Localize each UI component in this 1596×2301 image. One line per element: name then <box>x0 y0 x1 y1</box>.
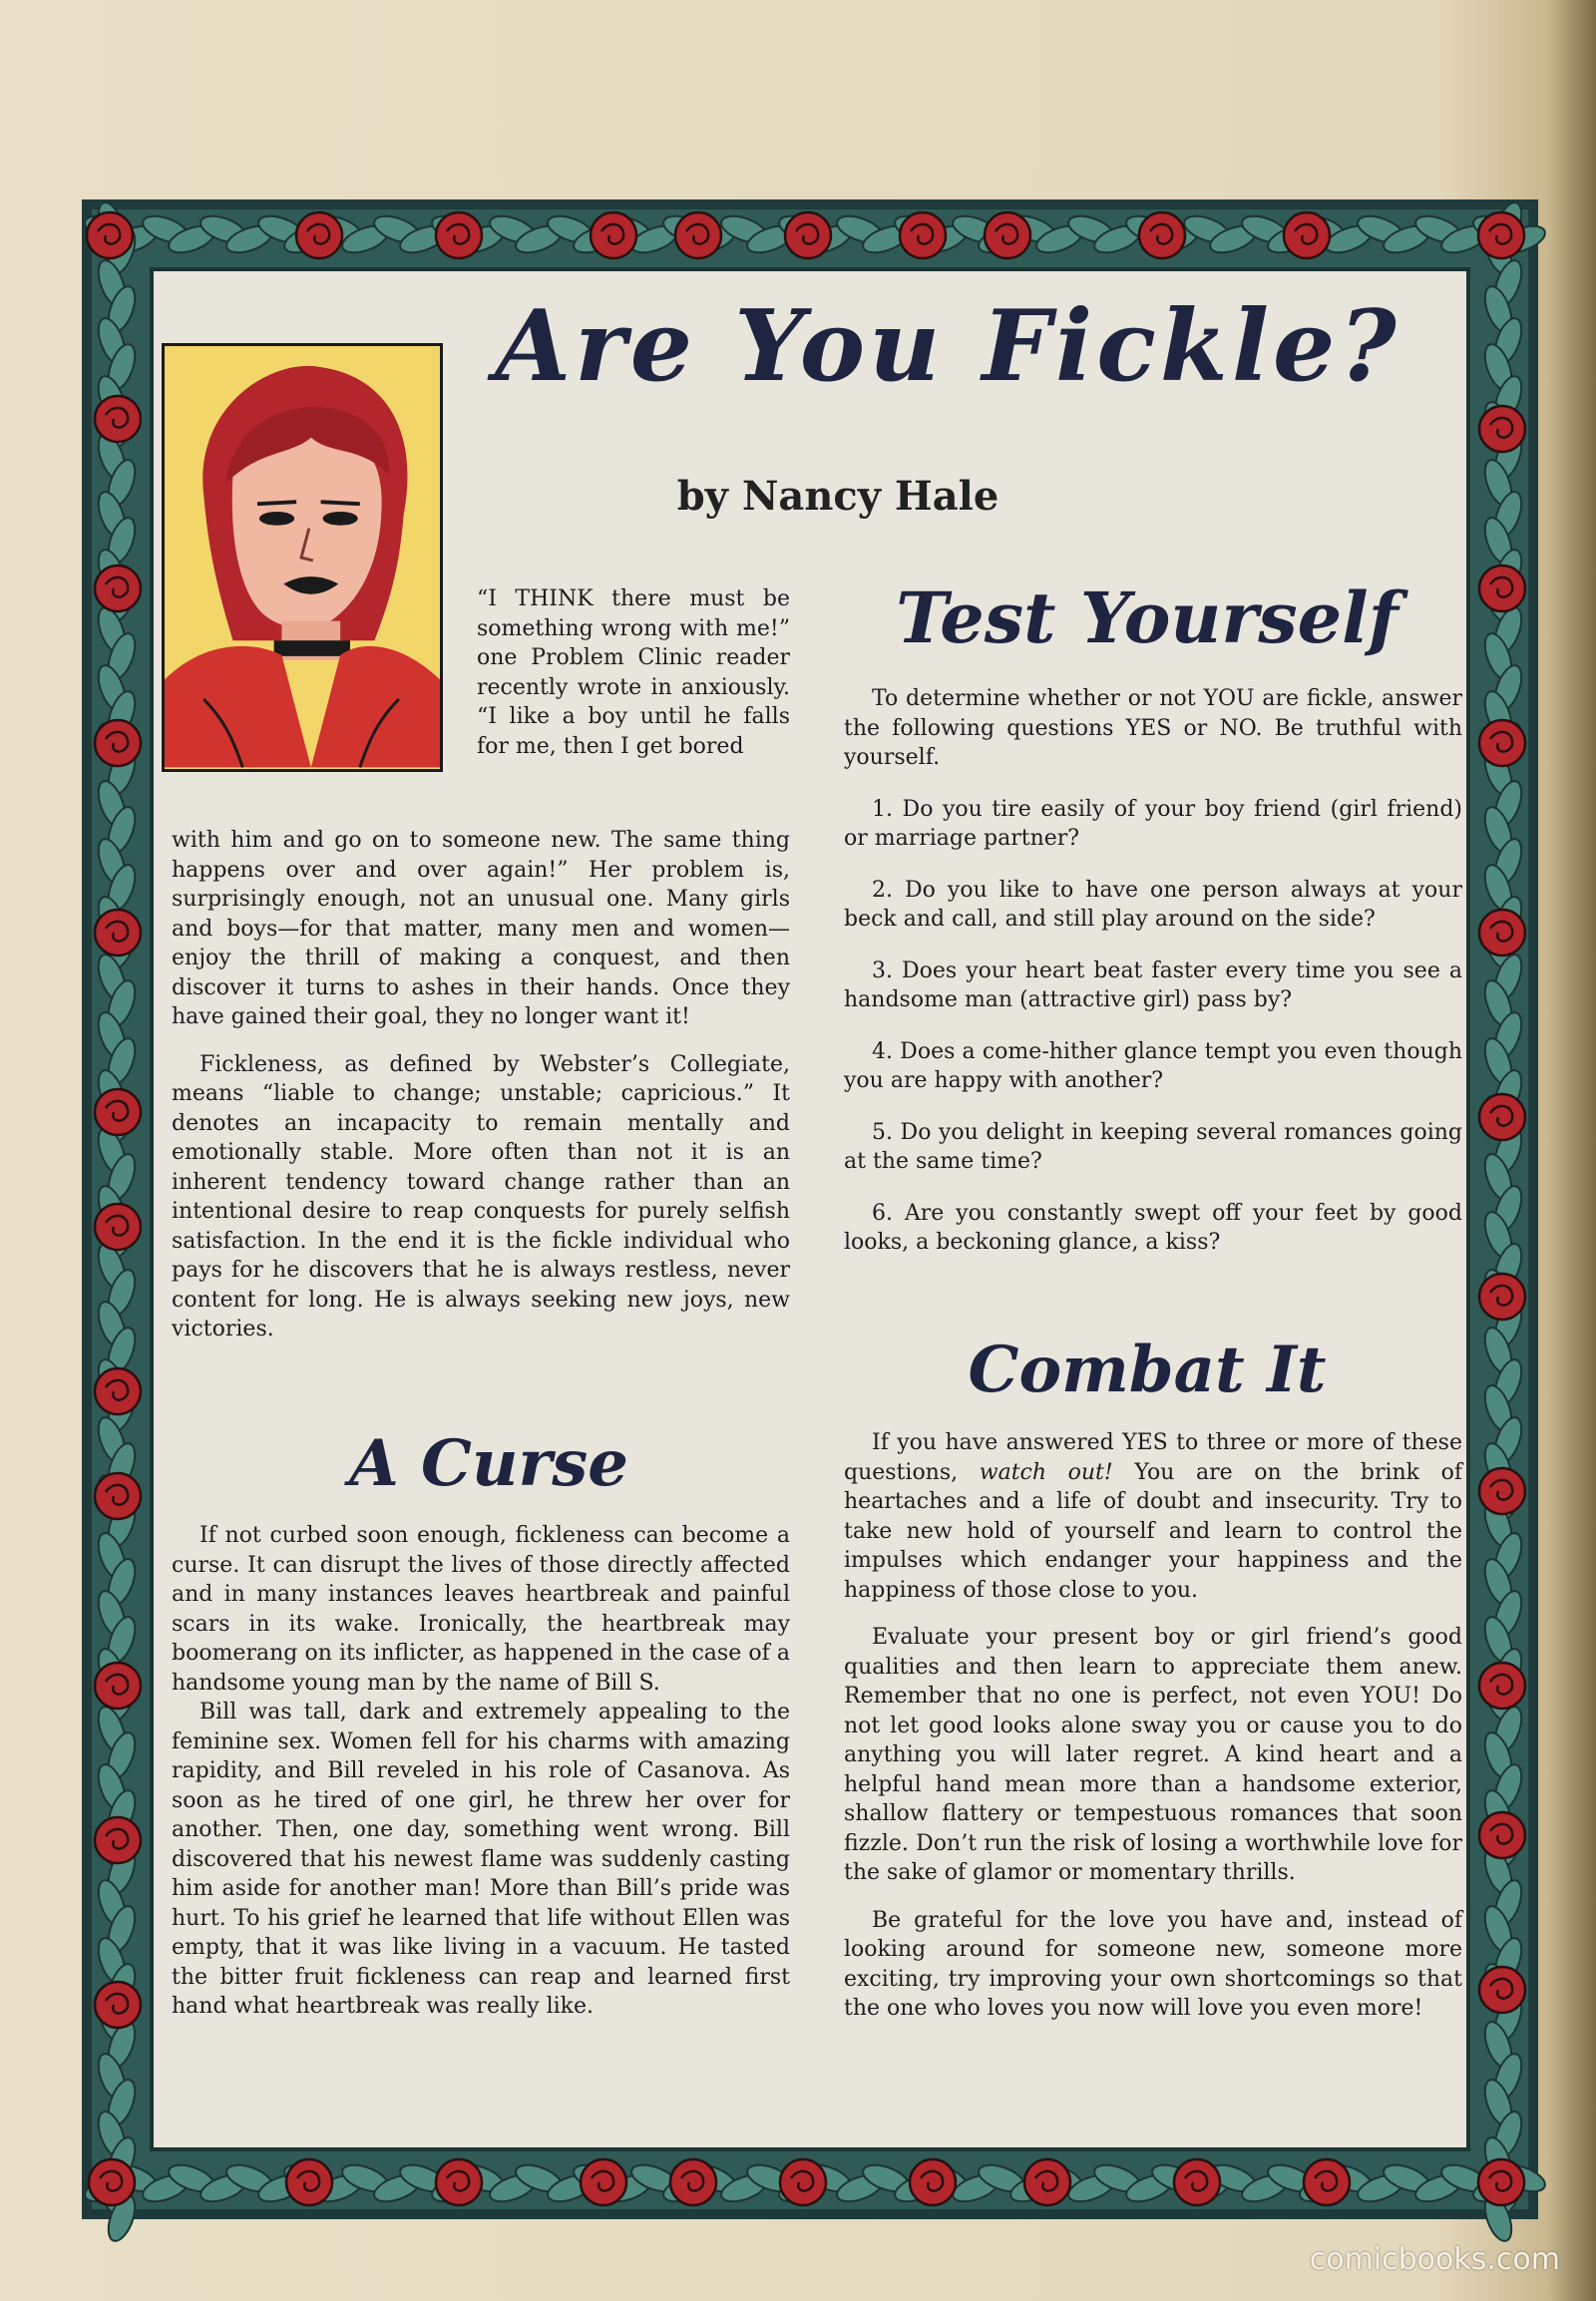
test-yourself-heading: Test Yourself <box>896 576 1398 659</box>
woman-portrait <box>162 343 443 772</box>
combat-paragraph-2: Evaluate your present boy or girl friend’s good qualities and then learn to appreciate them anew. Remember that no one is perfect, not even YOU! Do not let good looks alone sway you or cause you to do anything you will later regret. A kind heart and a helpful hand mean more than a handsome exterior, shallow flattery or tempestuous romances that soon fizzle. Don’t run the risk of losing a worthwhile love for the sake of glamor or momentary thrills. <box>844 1625 1462 1885</box>
watermark: comicbooks.com <box>1309 2242 1560 2277</box>
intro-paragraph <box>477 584 790 761</box>
curse-paragraph-1: If not curbed soon enough, fickleness can become a curse. It can disrupt the lives of those directly affected and in many instances leaves heartbreak and painful scars in its wake. Ironically, the heartbreak may boomerang on its inflicter, as happened in the case of a handsome young man by the name of Bill S. <box>172 1523 790 1696</box>
test-intro: To determine whether or not YOU are fickle, answer the following questions YES or NO. Be truthful with yourself. <box>844 686 1462 770</box>
question-1: 1. Do you tire easily of your boy friend (girl friend) or marriage partner? <box>844 796 1462 851</box>
question-6: 6. Are you constantly swept off your feet by good looks, a beckoning glance, a kiss? <box>844 1200 1462 1255</box>
combat-p1-end: You are on the brink of heartaches and a life of doubt and insecurity. Try to take new hold of yourself and learn to control the impulses which endanger your happiness and the happiness of those close to you. <box>844 1459 1462 1603</box>
curse-section <box>172 1521 790 2022</box>
definition-paragraph: Fickleness, as defined by Webster’s Collegiate, means “liable to change; unstable; capricious.” It denotes an incapacity to remain mentally and emotionally stable. More often than not it is an inherent tendency toward change rather than an intentional desire to reap conquests for purely selfish satisfaction. In the end it is the fickle individual who pays for he discovers that he is always restless, never content for long. He is always seeking new joys, new victories. <box>172 1051 790 1342</box>
combat-heading: Combat It <box>968 1333 1327 1407</box>
intro-continued-text: with him and go on to someone new. The same thing happens over and over again!” Her problem is, surprisingly enough, not an unusual one. Many girls and boys—for that matter, many men and women—enjoy the thrill of making a conquest, and then discover it turns to ashes in their hands. Once they have gained their goal, they no longer want it! <box>172 828 790 1029</box>
curse-heading: A Curse <box>349 1426 628 1501</box>
combat-p1-emphasis: watch out! <box>979 1459 1113 1485</box>
question-5: 5. Do you delight in keeping several romances going at the same time? <box>844 1119 1462 1174</box>
article-title: Are You Fickle? <box>495 289 1400 404</box>
intro-text: “I THINK there must be something wrong with me!” one Problem Clinic reader recently wrote in anxiously. “I like a boy until he falls for me, then I get bored <box>477 586 790 759</box>
question-2: 2. Do you like to have one person always at your beck and call, and still play around on the side? <box>844 877 1462 932</box>
woman-portrait-icon <box>165 346 440 769</box>
intro-continued <box>172 826 790 1344</box>
combat-section <box>844 1428 1462 2024</box>
question-4: 4. Does a come-hither glance tempt you even though you are happy with another? <box>844 1038 1462 1093</box>
combat-paragraph-1 <box>844 1428 1462 1605</box>
byline: by Nancy Hale <box>676 473 999 520</box>
combat-p1-start: If you have answered YES to three or more of these questions, <box>844 1430 1462 1485</box>
curse-paragraph-2: Bill was tall, dark and extremely appealing to the feminine sex. Women fell for his charms with amazing rapidity, and Bill reveled in his role of Casanova. As soon as he tired of one girl, he threw her over for another. Then, one day, something went wrong. Bill discovered that his newest flame was suddenly casting him aside for another man! More than Bill’s pride was hurt. To his grief he learned that life without Ellen was empty, that it was like living in a vacuum. He tasted the bitter fruit fickleness can reap and learned first hand what heartbreak was really like. <box>172 1700 790 2019</box>
question-3: 3. Does your heart beat faster every time you see a handsome man (attractive girl) pass by? <box>844 958 1462 1012</box>
test-section <box>844 684 1462 1280</box>
combat-paragraph-3: Be grateful for the love you have and, instead of looking around for someone new, someone more exciting, try improving your own shortcomings so that the one who loves you now will love you even more! <box>844 1907 1462 2021</box>
